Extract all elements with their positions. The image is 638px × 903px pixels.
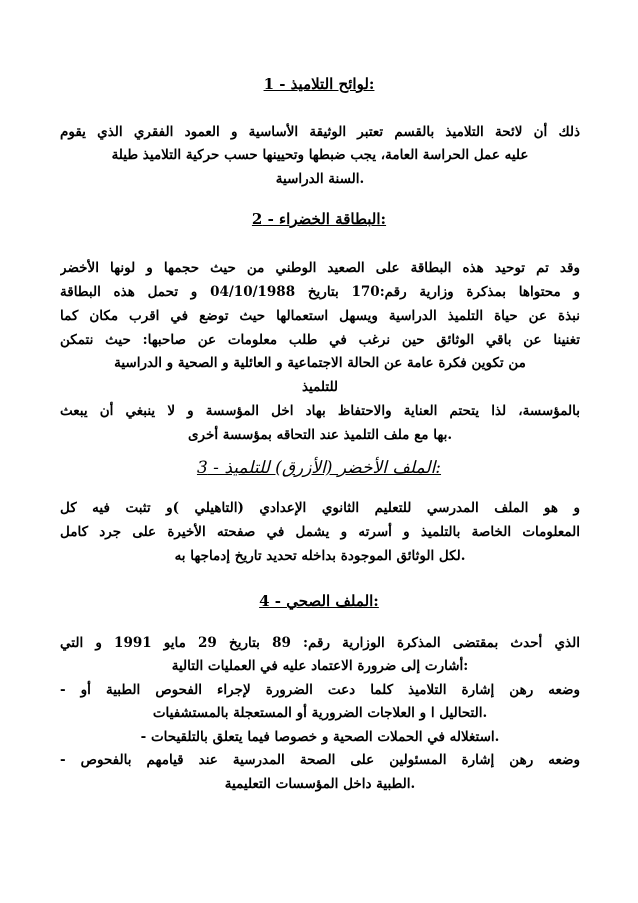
section-2-heading-text: :البطاقة الخضراء - 2 [251, 210, 387, 228]
section-1-line-3: .السنة الدراسية [275, 171, 365, 187]
section-4-line-3: وضعه رهن إشارة التلاميذ كلما دعت الضرورة لإجراء الفحوص الطبية أو - [60, 682, 580, 698]
section-3-heading-text: :الملف الأخضر (الأزرق) للتلميذ - 3 [196, 458, 442, 478]
section-2-heading [0, 209, 638, 229]
section-1-line-1: ذلك أن لائحة التلاميذ بالقسم تعتبر الوثيقة الأساسية و العمود الفقري الذي يقوم [60, 124, 580, 140]
section-3-heading [0, 458, 638, 478]
section-2-line-6: للتلميذ [301, 379, 339, 395]
section-4-heading [0, 591, 638, 611]
section-4-line-7: .الطبية داخل المؤسسات التعليمية [224, 776, 416, 792]
section-4-line-2: :أشارت إلى ضرورة الاعتماد عليه في العمليات التالية [171, 658, 469, 674]
section-4-line-1: الذي أحدث بمقتضى المذكرة الوزارية رقم: 89 بتاريخ 29 مايو 1991 و التي [60, 635, 580, 651]
section-2-line-4: تغنينا عن باقي الوثائق حين نرغب في طلب معلومات عن صاحبها: حيث نتمكن [60, 332, 580, 348]
section-3-line-2: المعلومات الخاصة بالتلميذ و أسرته و يشمل في صفحته الأخيرة على جرد كامل [60, 524, 580, 540]
section-2-line-2: و محتواها بمذكرة وزارية رقم:170 بتاريخ 04/10/1988 و تحمل هذه البطاقة [60, 284, 580, 300]
section-2-line-5: من تكوين فكرة عامة عن الحالة الاجتماعية و العائلية و الصحية و الدراسية [114, 355, 526, 371]
section-1-heading-text: :لوائح التلاميذ - 1 [263, 75, 375, 93]
section-1-heading [0, 74, 638, 94]
section-2-line-1: وقد تم توحيد هذه البطاقة على الصعيد الوطني من حيث حجمها و لونها الأخضر [60, 260, 580, 276]
section-3-line-3: .لكل الوثائق الموجودة بداخله تحديد تاريخ إدماجها به [174, 548, 466, 564]
section-4-line-5: .استغلاله في الحملات الصحية و خصوصا فيما يتعلق بالتلقيحات - [140, 729, 500, 745]
section-2-line-7: بالمؤسسة، لذا يتحتم العناية والاحتفاظ بهاد اخل المؤسسة و لا ينبغي أن يبعث [60, 403, 580, 419]
section-2-line-8: .بها مع ملف التلميذ عند التحاقه بمؤسسة أخرى [187, 427, 453, 443]
section-3-line-1: و هو الملف المدرسي للتعليم الثانوي الإعدادي (التاهيلي )و تثبت فيه كل [60, 500, 580, 516]
section-1-line-2: عليه عمل الحراسة العامة، يجب ضبطها وتحيينها حسب حركية التلاميذ طيلة [111, 147, 529, 163]
section-2-line-3: نبذة عن حياة التلميذ الدراسية ويسهل استعمالها حيث توضع في اقرب مكان كما [60, 308, 580, 324]
section-4-line-6: وضعه رهن إشارة المسئولين على الصحة المدرسية عند قيامهم بالفحوص - [60, 752, 580, 768]
section-4-line-4: .التحاليل ا و العلاجات الضرورية أو المستعجلة بالمستشفيات [152, 705, 488, 721]
section-4-heading-text: :الملف الصحي - 4 [259, 592, 379, 610]
